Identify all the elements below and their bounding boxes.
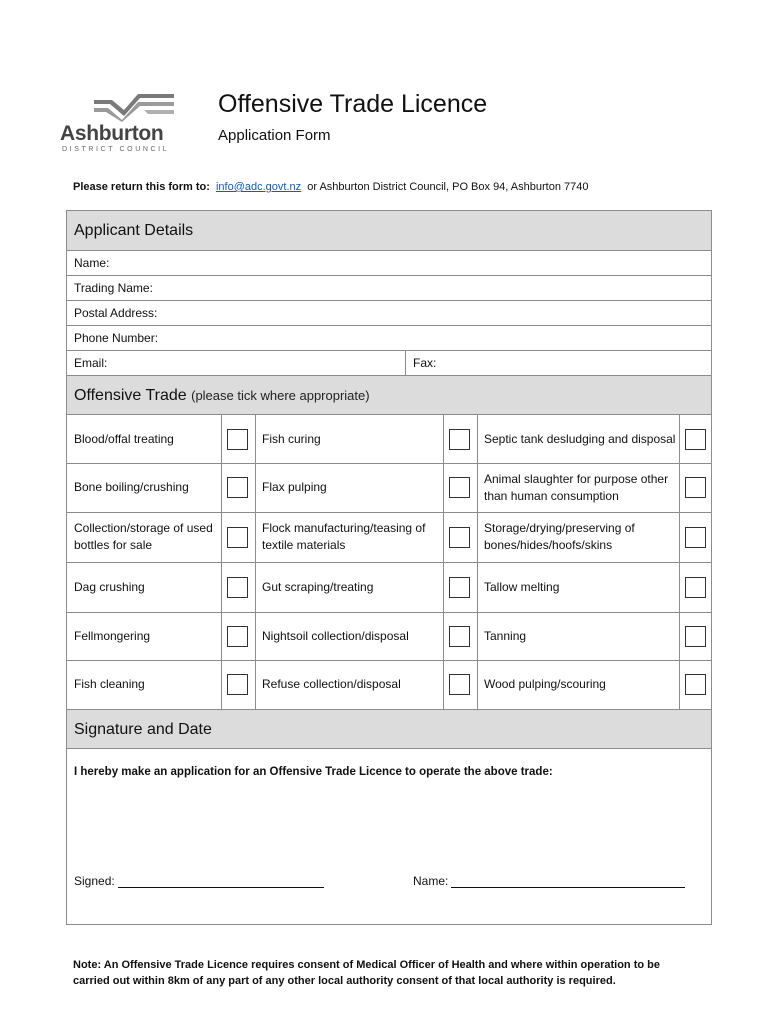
return-address: or Ashburton District Council, PO Box 94, Ashburton 7740: [307, 181, 589, 193]
trade-option-checkbox[interactable]: [227, 577, 248, 598]
trade-option-label: Flax pulping: [262, 480, 327, 494]
trade-option-label: Tallow melting: [484, 579, 560, 594]
trade-option-label: Refuse collection/disposal: [262, 677, 401, 691]
council-logo: [58, 94, 178, 156]
signed-label: Signed:: [74, 874, 115, 888]
trade-option-label: Septic tank desludging and disposal: [484, 431, 676, 446]
trade-option-label: Blood/offal treating: [74, 431, 174, 446]
email-label: Email:: [74, 356, 108, 370]
postal-address-label: Postal Address:: [74, 306, 158, 320]
trade-option-label: Nightsoil collection/disposal: [262, 628, 409, 643]
trade-option-checkbox[interactable]: [685, 477, 706, 498]
trade-option-label: Storage/drying/preserving of bones/hides/hoofs/skins: [484, 521, 635, 552]
name-label: Name:: [74, 256, 110, 270]
offensive-trade-title: Offensive Trade: [74, 387, 187, 404]
trade-option-label: Collection/storage of used bottles for sale: [74, 521, 213, 552]
trade-option-label: Fish curing: [262, 431, 321, 446]
grid-divider: [443, 415, 444, 709]
trade-option-label: Fish cleaning: [74, 677, 145, 691]
signature-heading: [67, 709, 711, 749]
trade-option-label: Bone boiling/crushing: [74, 480, 189, 494]
trade-option-label: Wood pulping/scouring: [484, 677, 606, 691]
trade-option-checkbox[interactable]: [227, 429, 248, 450]
trade-option-checkbox[interactable]: [685, 674, 706, 695]
offensive-trade-note: (please tick where appropriate): [191, 388, 370, 403]
grid-divider: [221, 415, 222, 709]
footnote: Note: An Offensive Trade Licence requires consent of Medical Officer of Health and where within operation to be carried out within 8km of any part of any other local authority consent of that local authority is required.: [73, 959, 660, 987]
applicant-details-title: Applicant Details: [74, 222, 194, 239]
return-email-link[interactable]: info@adc.govt.nz: [215, 181, 302, 193]
trade-option-checkbox[interactable]: [449, 429, 470, 450]
name-field[interactable]: [67, 251, 711, 276]
fax-label: Fax:: [413, 356, 437, 370]
trade-option-checkbox[interactable]: [685, 626, 706, 647]
page-title: Offensive Trade Licence: [218, 90, 488, 118]
trade-option-label: Gut scraping/treating: [262, 579, 374, 594]
postal-address-field[interactable]: [67, 301, 711, 326]
trade-option-label: Tanning: [484, 628, 527, 643]
trade-option-label: Fellmongering: [74, 628, 151, 643]
logo-wordmark: Ashburton: [60, 122, 164, 145]
trade-option-label: Dag crushing: [74, 579, 145, 594]
signature-name-field[interactable]: [413, 874, 685, 888]
trade-option-checkbox[interactable]: [227, 674, 248, 695]
logo-subtext: DISTRICT COUNCIL: [62, 146, 170, 153]
declaration-statement: I hereby make an application for an Offensive Trade Licence to operate the above trade:: [74, 766, 553, 778]
trading-name-field[interactable]: [67, 276, 711, 301]
offensive-trade-heading: [67, 376, 711, 415]
trade-option-checkbox[interactable]: [227, 626, 248, 647]
trade-option-label: Animal slaughter for purpose other than human consumption: [484, 471, 669, 503]
signature-name-line[interactable]: [451, 887, 685, 888]
phone-number-field[interactable]: [67, 326, 711, 351]
signature-name-label: Name:: [413, 874, 449, 888]
signature-title: Signature and Date: [74, 721, 212, 738]
trade-option-checkbox[interactable]: [685, 527, 706, 548]
return-label: Please return this form to:: [73, 181, 210, 193]
wave-logo-icon: [94, 94, 174, 122]
email-field[interactable]: [67, 351, 711, 376]
trade-option-checkbox[interactable]: [449, 626, 470, 647]
trade-option-checkbox[interactable]: [685, 429, 706, 450]
return-instructions: [73, 181, 588, 193]
trade-option-checkbox[interactable]: [449, 674, 470, 695]
trade-option-checkbox[interactable]: [227, 527, 248, 548]
trade-option-checkbox[interactable]: [449, 577, 470, 598]
application-form: [66, 210, 712, 925]
phone-number-label: Phone Number:: [74, 331, 159, 345]
signed-field[interactable]: [74, 874, 324, 888]
signed-line[interactable]: [118, 887, 324, 888]
trading-name-label: Trading Name:: [74, 281, 153, 295]
trade-option-checkbox[interactable]: [685, 577, 706, 598]
trade-option-checkbox[interactable]: [227, 477, 248, 498]
applicant-details-heading: [67, 211, 711, 251]
trade-option-checkbox[interactable]: [449, 477, 470, 498]
trade-option-label: Flock manufacturing/teasing of textile materials: [262, 521, 426, 552]
trade-option-checkbox[interactable]: [449, 527, 470, 548]
grid-divider: [679, 415, 680, 709]
page-subtitle: Application Form: [218, 127, 331, 144]
fax-field[interactable]: [405, 351, 436, 375]
